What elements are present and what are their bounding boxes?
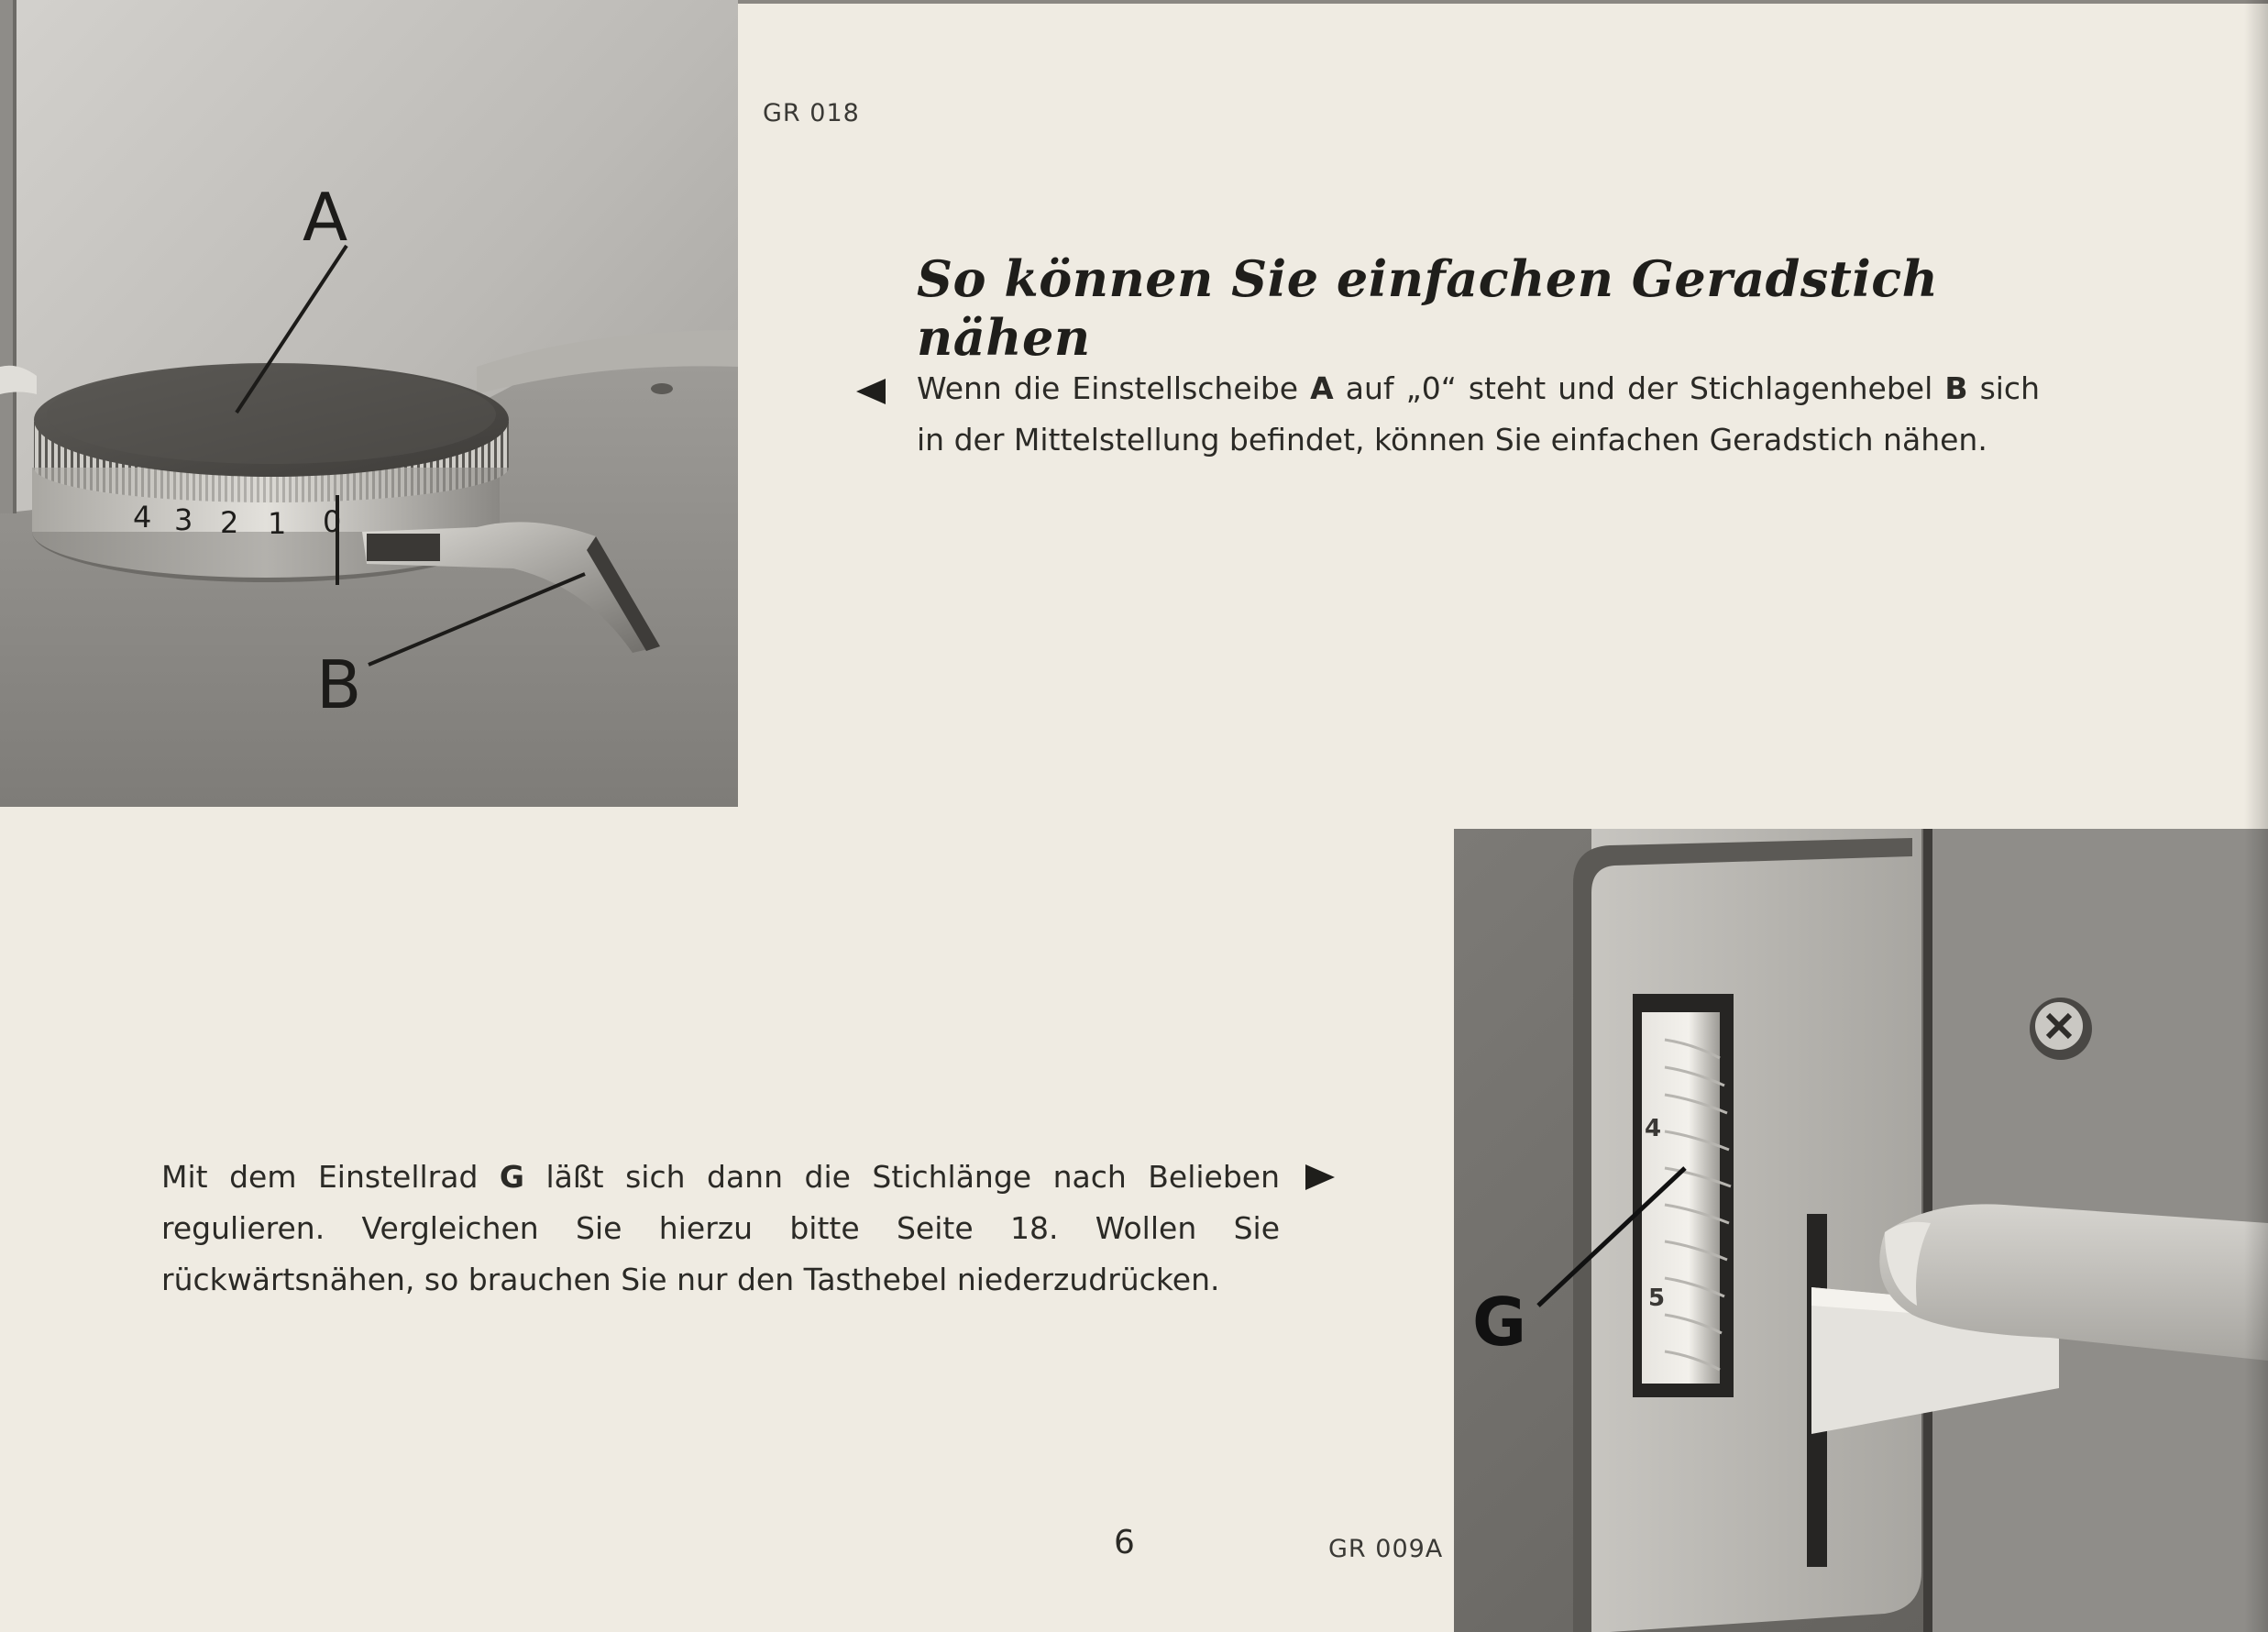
label-a-bold: A [1310, 370, 1334, 406]
figure-code-top: GR 018 [763, 99, 860, 127]
page-number: 6 [1114, 1524, 1135, 1561]
paragraph-bottom-text-2: läßt sich dann die Stichlänge nach Belieben regulieren. Vergleichen Sie hierzu bitte Seite 18. Wollen Sie rückwärtsnähen, so brauchen Sie nur den Tasthebel niederzudrücken. [161, 1159, 1281, 1297]
paragraph-straight-stitch [917, 363, 2040, 466]
figure-code-bottom: GR 009A [1328, 1535, 1444, 1563]
dial-scale-2: 2 [220, 505, 239, 540]
page-title: So können Sie einfachen Geradstich nähen [917, 249, 1939, 367]
arrow-left-icon [856, 379, 886, 404]
label-g-bold: G [499, 1159, 524, 1195]
paragraph-top-text-2: auf „0“ steht und der Stichlagenhebel [1333, 370, 1945, 406]
dial-scale-3: 3 [174, 502, 193, 537]
callout-b: B [316, 646, 362, 723]
photo-dial-and-lever [0, 0, 738, 807]
wheel-number-5: 5 [1648, 1285, 1666, 1312]
page-edge-shadow [2244, 0, 2268, 1632]
callout-a: A [303, 179, 348, 256]
paragraph-top-text-3: sich in der Mittelstellung befindet, können Sie einfachen Geradstich nähen. [917, 370, 2040, 458]
photo-stitch-length-wheel [1454, 829, 2268, 1632]
paragraph-stitch-length [161, 1152, 1280, 1306]
paragraph-bottom-text-1: Mit dem Einstellrad [161, 1159, 500, 1195]
dial-scale-0: 0 [323, 504, 342, 539]
wheel-number-4: 4 [1645, 1115, 1662, 1142]
callout-g: G [1472, 1284, 1527, 1361]
arrow-right-icon [1305, 1164, 1335, 1190]
dial-scale-1: 1 [268, 506, 287, 541]
paragraph-top-text-1: Wenn die Einstellscheibe [917, 370, 1311, 406]
dial-scale-4: 4 [133, 500, 152, 535]
label-b-bold: B [1944, 370, 1968, 406]
